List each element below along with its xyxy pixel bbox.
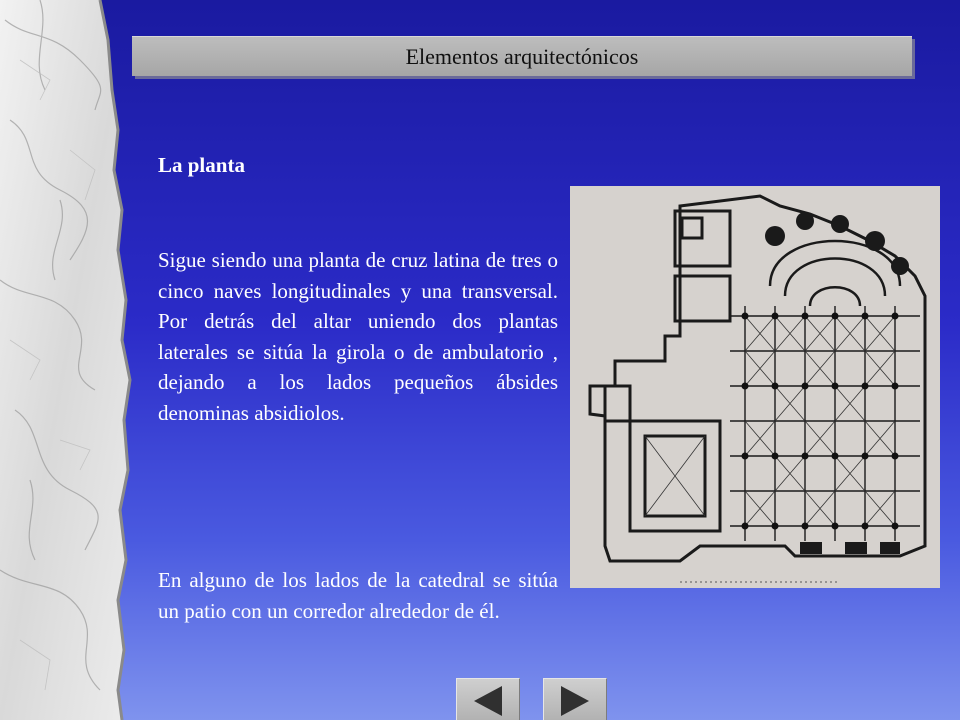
triangle-right-icon: [559, 684, 591, 718]
previous-slide-button[interactable]: [456, 678, 520, 720]
section-heading: La planta: [158, 153, 245, 177]
slide-title: Elementos arquitectónicos: [405, 43, 639, 69]
next-slide-button[interactable]: [543, 678, 607, 720]
cathedral-floor-plan-image: [570, 186, 940, 588]
slide-title-bar: [132, 36, 912, 76]
marble-sidebar: [0, 0, 140, 720]
body-paragraph: Sigue siendo una planta de cruz latina de tres o cinco naves longitudinales y una transversal. Por detrás del altar uniendo dos plantas laterales se sitúa la girola o de ambulatorio , dejando a los lados pequeños ábsides denominas absidiolos.: [158, 248, 558, 425]
body-paragraph: En alguno de los lados de la catedral se sitúa un patio con un corredor alrededor de él.: [158, 568, 558, 623]
triangle-left-icon: [472, 684, 504, 718]
